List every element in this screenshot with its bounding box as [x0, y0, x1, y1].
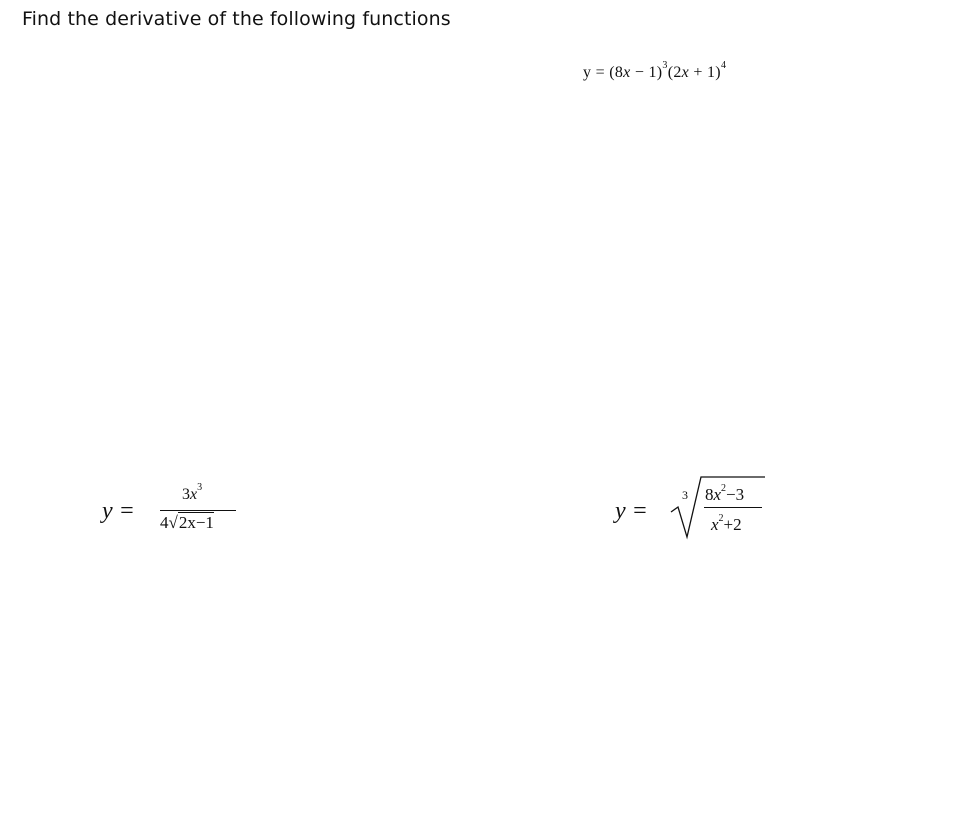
eq4-fraction-bar	[704, 507, 762, 508]
eq4-numerator	[705, 485, 744, 505]
eq4-lhs: y =	[615, 498, 648, 524]
eq2-den-coef: 4	[160, 513, 169, 532]
eq4-num-tail: −3	[726, 485, 745, 504]
eq4-den-tail: +2	[723, 515, 742, 534]
eq1-var-x-second: x	[681, 64, 690, 81]
eq4-den-var: x	[711, 515, 719, 534]
eq2-denominator	[160, 512, 214, 533]
eq4-num-coef: 8	[705, 485, 714, 504]
eq2-fraction-bar	[160, 510, 236, 511]
equation-cube-root-quotient	[615, 474, 775, 544]
eq2-sqrt-symbol: √	[168, 513, 178, 532]
eq2-numerator	[182, 482, 203, 504]
eq2-lhs: y =	[102, 498, 135, 524]
eq2-num-exp: 3	[197, 482, 203, 493]
eq1-exponent-4: 4	[720, 60, 727, 71]
eq2-num-coef: 3	[182, 486, 190, 503]
eq4-num-exp: 2	[721, 483, 727, 494]
eq1-plus-one: + 1)	[689, 64, 721, 81]
eq4-den-exp: 2	[718, 513, 724, 524]
worksheet-heading: Find the derivative of the following functions	[22, 8, 451, 30]
eq4-num-var: x	[713, 485, 722, 504]
eq1-lhs: y = (8	[583, 64, 624, 81]
eq1-var-x: x	[623, 64, 631, 81]
eq4-root-index: 3	[682, 488, 688, 502]
equation-product-rule	[583, 60, 727, 82]
eq4-denominator	[711, 515, 742, 535]
eq2-num-var: x	[190, 486, 198, 503]
eq1-minus-one: − 1)	[630, 64, 663, 81]
eq1-exponent-3: 3	[662, 60, 668, 71]
eq1-open-paren: (2	[667, 64, 682, 81]
equation-quotient-radical	[102, 482, 252, 546]
eq2-radicand: 2x−1	[178, 513, 214, 532]
